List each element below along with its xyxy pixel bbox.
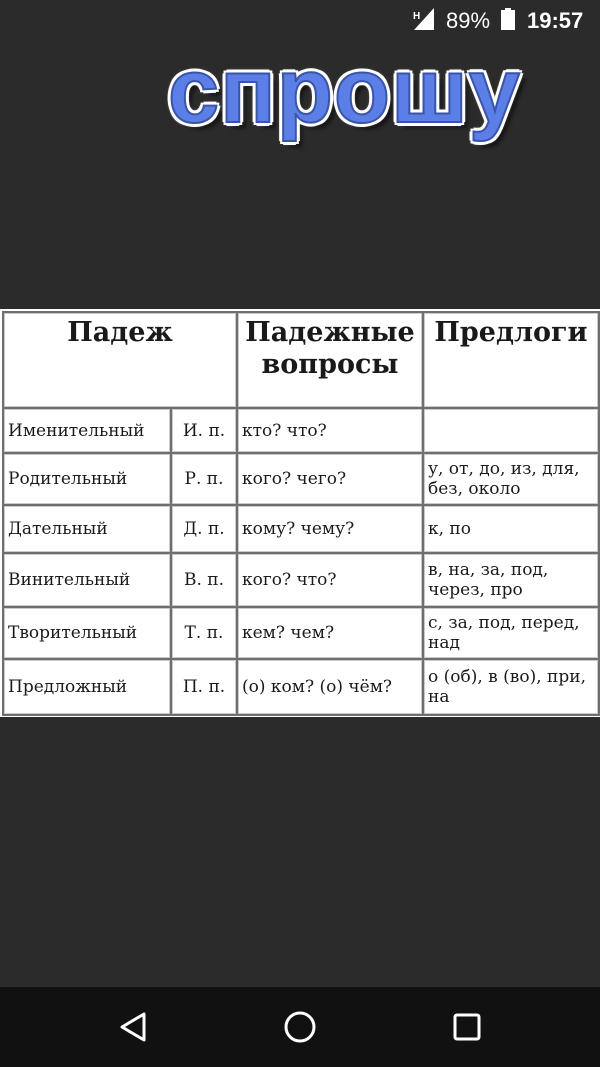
header-questions: Падежные вопросы <box>237 312 423 408</box>
case-questions: (о) ком? (о) чём? <box>237 659 423 715</box>
case-questions: кто? что? <box>237 408 423 453</box>
case-prepositions <box>423 408 599 453</box>
clock: 19:57 <box>527 8 584 33</box>
case-questions: кому? чему? <box>237 505 423 553</box>
case-abbr: Р. п. <box>171 453 237 505</box>
case-prepositions: с, за, под, перед, над <box>423 607 599 659</box>
case-questions: кого? что? <box>237 553 423 607</box>
case-name: Предложный <box>3 659 171 715</box>
case-abbr: В. п. <box>171 553 237 607</box>
home-circle-icon[interactable] <box>282 1009 318 1045</box>
signal-h-icon <box>412 8 434 30</box>
svg-text:H: H <box>413 11 421 22</box>
case-abbr: Д. п. <box>171 505 237 553</box>
header-case: Падеж <box>3 312 237 408</box>
case-table-image <box>0 309 600 717</box>
case-name: Дательный <box>3 505 171 553</box>
case-questions: кого? чего? <box>237 453 423 505</box>
navigation-bar <box>0 987 600 1067</box>
case-abbr: П. п. <box>171 659 237 715</box>
case-name: Творительный <box>3 607 171 659</box>
battery-percent: 89% <box>446 8 491 33</box>
table-row <box>3 408 599 453</box>
case-abbr: Т. п. <box>171 607 237 659</box>
table-row <box>3 453 599 505</box>
case-prepositions: в, на, за, под, через, про <box>423 553 599 607</box>
case-prepositions: о (об), в (во), при, на <box>423 659 599 715</box>
sticker-text: спрошу <box>168 40 521 142</box>
table-row <box>3 659 599 715</box>
table-row <box>3 553 599 607</box>
case-name: Именительный <box>3 408 171 453</box>
case-abbr: И. п. <box>171 408 237 453</box>
table-header-row <box>3 312 599 408</box>
case-name: Родительный <box>3 453 171 505</box>
table-row <box>3 505 599 553</box>
case-name: Винительный <box>3 553 171 607</box>
case-prepositions: к, по <box>423 505 599 553</box>
case-questions: кем? чем? <box>237 607 423 659</box>
case-prepositions: у, от, до, из, для, без, около <box>423 453 599 505</box>
case-table <box>2 311 600 716</box>
table-row <box>3 607 599 659</box>
back-triangle-icon[interactable] <box>116 1009 152 1045</box>
header-prepositions: Предлоги <box>423 312 599 408</box>
recents-square-icon[interactable] <box>449 1009 485 1045</box>
battery-icon <box>501 8 515 30</box>
